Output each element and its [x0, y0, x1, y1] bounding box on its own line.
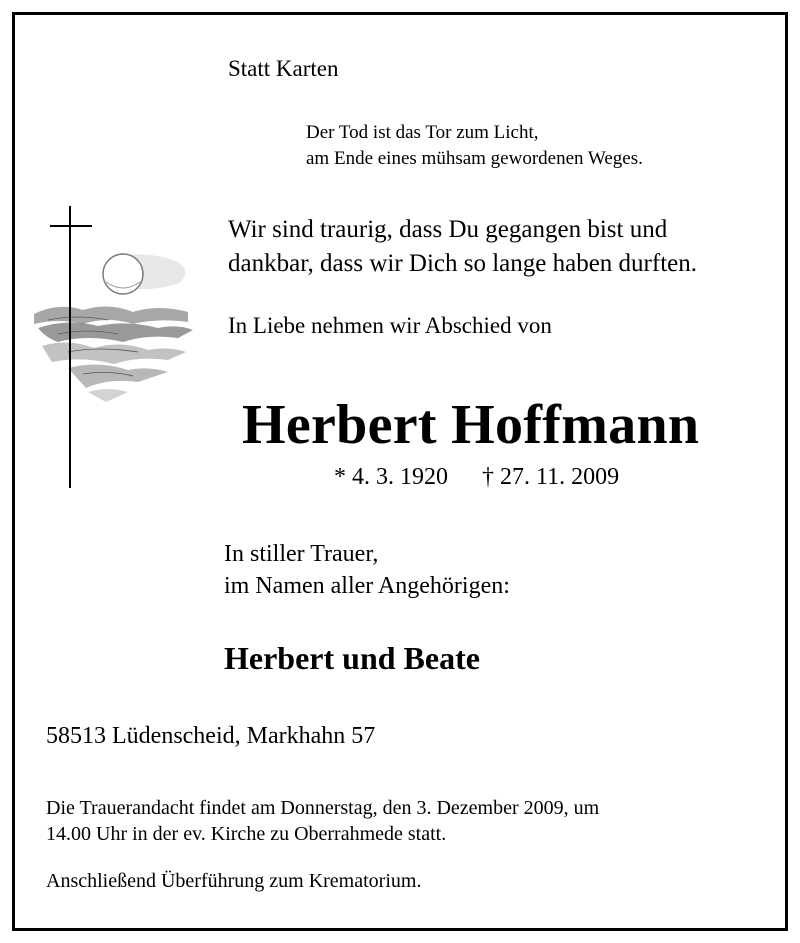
- sentiment: [228, 213, 697, 281]
- sentiment-line: Wir sind traurig, dass Du gegangen bist und: [228, 216, 668, 243]
- address: 58513 Lüdenscheid, Markhahn 57: [46, 723, 376, 749]
- farewell-text: In Liebe nehmen wir Abschied von: [228, 313, 552, 338]
- family-names: Herbert und Beate: [224, 640, 480, 676]
- quote-line: Der Tod ist das Tor zum Licht,: [306, 122, 539, 143]
- afterwards-text: Anschließend Überführung zum Krematorium.: [46, 870, 422, 892]
- life-dates: [334, 464, 619, 491]
- mourning-line: In stiller Trauer,: [224, 541, 379, 567]
- mourning-line: im Namen aller Angehörigen:: [224, 573, 510, 599]
- header-text: Statt Karten: [228, 56, 339, 81]
- deceased-name: Herbert Hoffmann: [242, 394, 700, 456]
- sentiment-line: dankbar, dass wir Dich so lange haben durften.: [228, 250, 697, 277]
- quote-line: am Ende eines mühsam gewordenen Weges.: [306, 148, 643, 169]
- service-line: Die Trauerandacht findet am Donnerstag, den 3. Dezember 2009, um: [46, 797, 600, 819]
- quote: [306, 120, 643, 172]
- death-date: † 27. 11. 2009: [482, 464, 620, 490]
- birth-date: * 4. 3. 1920: [334, 464, 448, 490]
- cross-sunset-sea-icon: [28, 202, 208, 492]
- service-line: 14.00 Uhr in der ev. Kirche zu Oberrahmede statt.: [46, 823, 447, 845]
- mourning-text: [224, 538, 510, 602]
- service-info: [46, 795, 599, 847]
